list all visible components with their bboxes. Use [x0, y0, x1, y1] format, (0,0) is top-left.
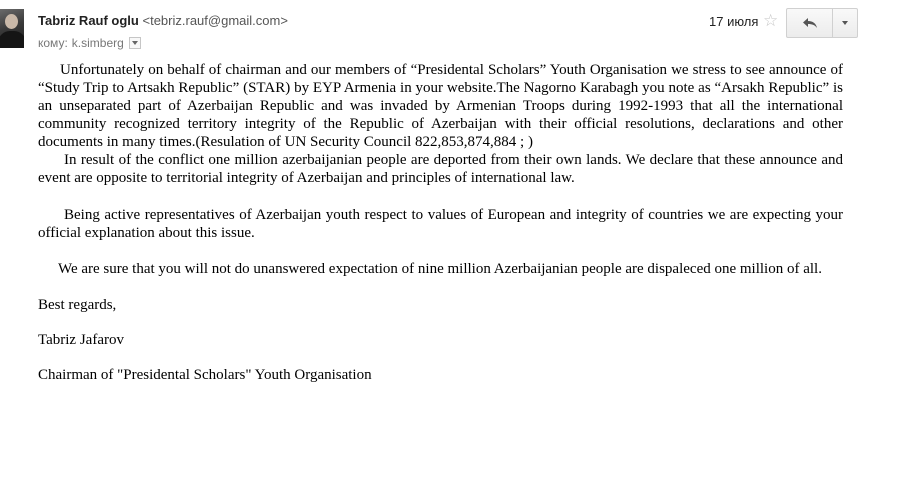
star-icon[interactable]: ☆: [763, 11, 779, 30]
recipient-line: [38, 36, 141, 50]
reply-button-group: [786, 8, 858, 38]
reply-button[interactable]: [787, 9, 833, 37]
body-paragraph-2: In result of the conflict one million azerbaijanian people are deported from their own lands. We declare that these announce and event are opposite to territorial integrity of Azerbaijan and principles of international law.: [38, 152, 843, 186]
message-body: [38, 61, 843, 384]
message-date: 17 июля: [709, 14, 759, 29]
chevron-down-icon: [842, 21, 848, 25]
sender-email: <tebriz.rauf@gmail.com>: [142, 13, 288, 28]
body-paragraph-4: We are sure that you will not do unanswered expectation of nine million Azerbaijanian people are dispaleced one million of all.: [58, 261, 822, 277]
more-options-button[interactable]: [833, 9, 857, 37]
sender-name[interactable]: Tabriz Rauf oglu: [38, 13, 139, 28]
signature-name: Tabriz Jafarov: [38, 332, 124, 348]
body-paragraph-1: Unfortunately on behalf of chairman and our members of “Presidental Scholars” Youth Organisation we stress to see announce of “Study Trip to Artsakh Republic” (STAR) by EYP Armenia in your website.The Nagorno Karabagh you note as “Arsakh Republic” is an unseparated part of Azerbaijan Republic and was invaded by Armenian Troops during 1992-1993 that all the international community recognized territory integrity of the Republic of Azerbaijan with their official resolutions, declarations and other documents in many times.(Resulation of UN Security Council 822,853,874,884 ; ): [38, 62, 843, 150]
recipient-name: k.simberg: [71, 36, 124, 50]
avatar-head-shape: [5, 14, 18, 29]
avatar-shoulders-shape: [0, 31, 24, 48]
body-paragraph-3: Being active representatives of Azerbaijan youth respect to values of European and integrity of countries we are expecting your official explanation about this issue.: [38, 207, 843, 241]
signature-title: Chairman of "Presidental Scholars" Youth Organisation: [38, 367, 372, 383]
recipient-label: кому:: [38, 36, 68, 50]
sender-line: [38, 13, 288, 28]
avatar[interactable]: [0, 9, 24, 48]
reply-arrow-icon: [802, 17, 818, 29]
details-dropdown-icon[interactable]: [129, 37, 141, 49]
closing-line: Best regards,: [38, 297, 117, 313]
